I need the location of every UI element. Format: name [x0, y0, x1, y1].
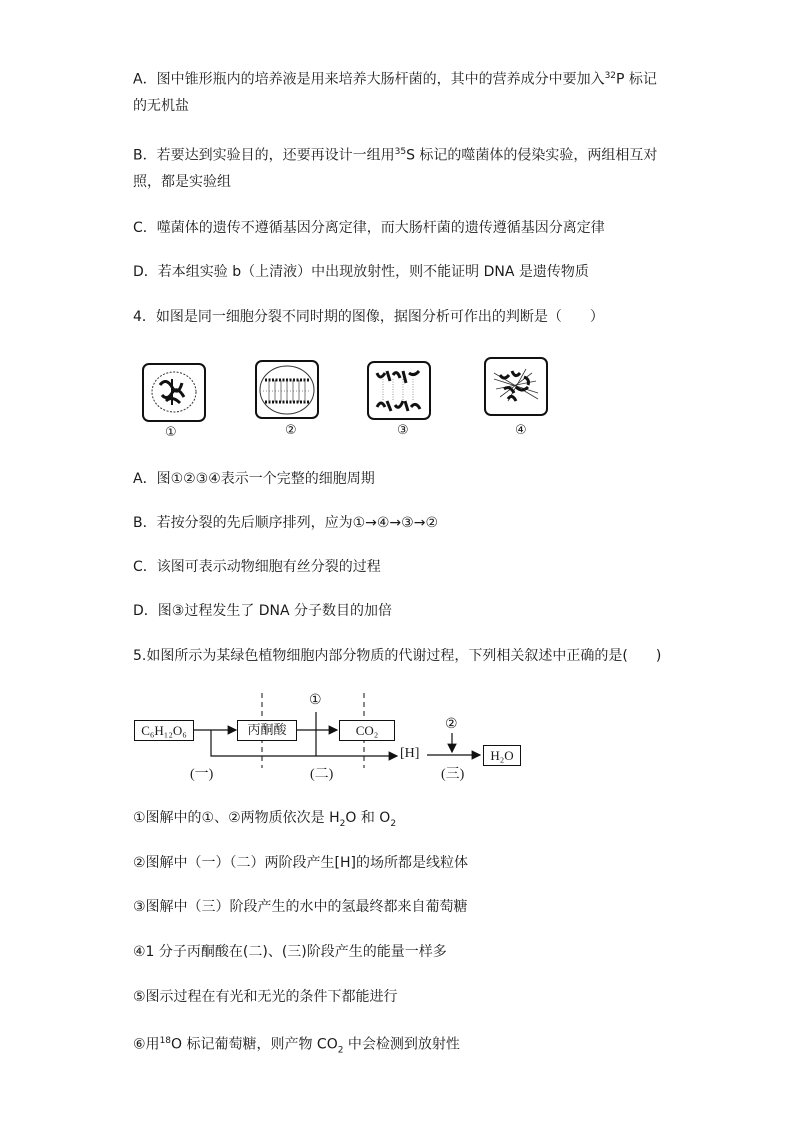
subscript-2a: 2: [339, 818, 346, 829]
diagram-marker-1: ①: [309, 693, 322, 708]
cell-figure-4: [484, 357, 548, 416]
q4-option-b: B．若按分裂的先后顺序排列，应为①→④→③→②: [133, 515, 438, 531]
p32-superscript: 32: [604, 71, 617, 81]
stage-label-3: (三): [441, 767, 465, 782]
figure-label-1: ①: [165, 425, 177, 440]
q4-option-c: C．该图可表示动物细胞有丝分裂的过程: [133, 559, 381, 575]
water-box: H₂O: [483, 745, 521, 766]
q5-statement-4: ④1 分子丙酮酸在(二)、(三)阶段产生的能量一样多: [133, 944, 447, 960]
q3-option-d: D．若本组实验 b（上清液）中出现放射性，则不能证明 DNA 是遗传物质: [133, 264, 589, 280]
statement-1-text: ①图解中的①、②两物质依次是 H: [133, 810, 340, 826]
co2-subscript: 2: [337, 1045, 344, 1056]
figure-label-4: ④: [515, 423, 527, 438]
figure-label-2: ②: [285, 423, 297, 438]
q5-stem: 5.如图所示为某绿色植物细胞内部分物质的代谢过程，下列相关叙述中正确的是( ): [133, 648, 662, 664]
diagram-marker-2: ②: [445, 717, 458, 732]
q4-option-d: D．图③过程发生了 DNA 分子数目的加倍: [133, 603, 393, 619]
q5-statement-5: ⑤图示过程在有光和无光的条件下都能进行: [133, 989, 398, 1005]
statement-6-tail: 中会检测到放射性: [343, 1036, 460, 1053]
s35-superscript: 35: [394, 147, 407, 157]
o18-superscript: 18: [159, 1036, 172, 1046]
chromosome-figure-4: [486, 359, 546, 414]
chromosome-figure-2: [257, 362, 317, 420]
glucose-box: C₆H₁₂O₆: [134, 720, 194, 741]
q5-statement-2: ②图解中（一）（二）两阶段产生[H]的场所都是线粒体: [133, 855, 469, 871]
cell-figure-3: [367, 361, 431, 420]
subscript-2b: 2: [390, 818, 397, 829]
q3-option-b-text: B．若要达到实验目的，还要再设计一组用: [133, 147, 395, 164]
q5-statement-1: [133, 808, 396, 834]
cell-figure-1: [142, 363, 206, 422]
q3-option-a-text: A．图中锥形瓶内的培养液是用来培养大肠杆菌的，其中的营养成分中要加入: [133, 71, 605, 88]
figure-label-3: ③: [397, 423, 409, 438]
q3-option-a-line2: 的无机盐: [133, 98, 189, 114]
stage-label-2: (二): [310, 767, 334, 782]
q4-stem: 4．如图是同一细胞分裂不同时期的图像，据图分析可作出的判断是（ ）: [133, 309, 604, 325]
q5-statement-3: ③图解中（三）阶段产生的水中的氢最终都来自葡萄糖: [133, 899, 468, 915]
cell-figure-2: [255, 360, 319, 419]
stage-label-1: (一): [190, 767, 214, 782]
q3-option-a-tail: P 标记: [616, 71, 657, 88]
q3-option-b-line2: 照，都是实验组: [133, 174, 231, 190]
q4-option-a: A．图①②③④表示一个完整的细胞周期: [133, 471, 375, 487]
co2-box: CO₂: [339, 720, 395, 741]
chromosome-figure-1: [144, 365, 204, 420]
q3-option-b-line1: [133, 142, 657, 166]
q5-statement-6: [133, 1031, 460, 1060]
pyruvate-box: 丙酮酸: [237, 720, 297, 741]
statement-6-mid: O 标记葡萄糖，则产物 CO: [171, 1036, 338, 1053]
hydrogen-label: [H]: [400, 746, 420, 761]
q3-option-b-tail: S 标记的噬菌体的侵染实验，两组相互对: [406, 147, 658, 164]
statement-1-mid: O 和 O: [345, 810, 391, 826]
q3-option-c: C．噬菌体的遗传不遵循基因分离定律，而大肠杆菌的遗传遵循基因分离定律: [133, 220, 605, 236]
statement-6-text: ⑥用: [133, 1036, 160, 1053]
chromosome-figure-3: [369, 363, 429, 418]
q3-option-a-line1: [133, 66, 657, 90]
